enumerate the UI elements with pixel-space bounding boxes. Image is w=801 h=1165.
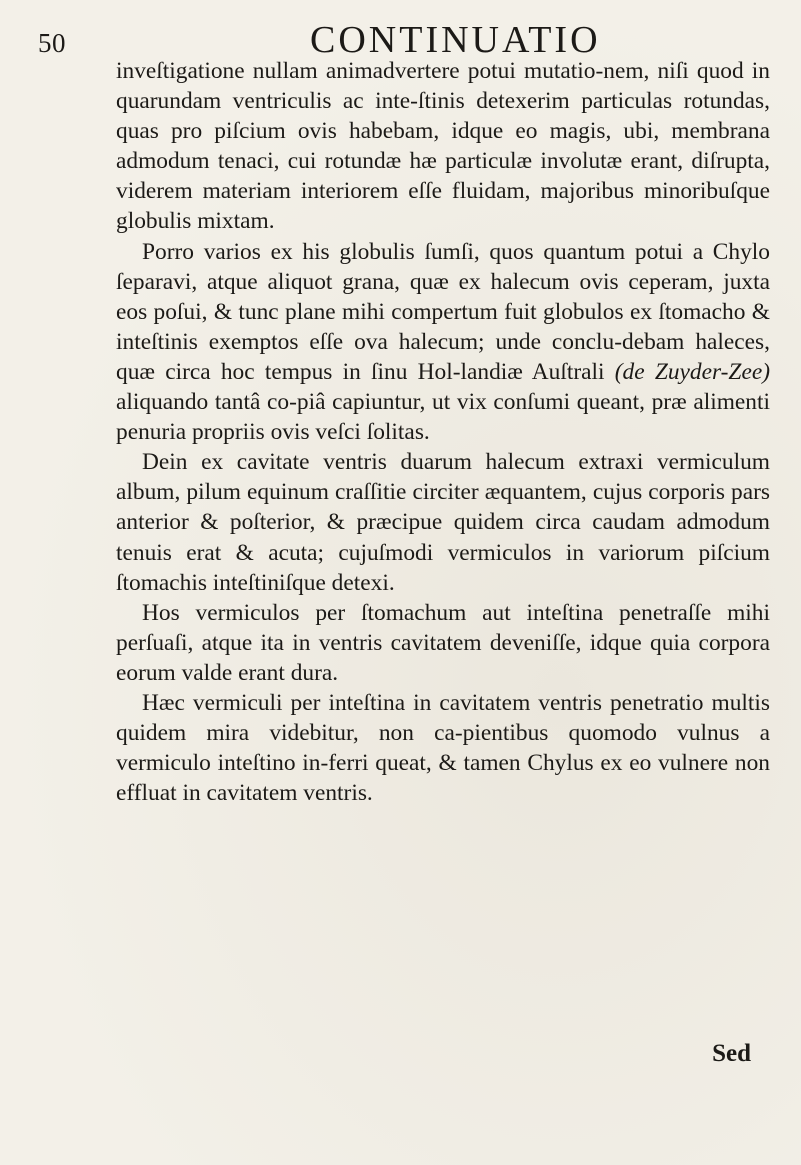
running-title: CONTINUATIO <box>310 19 601 61</box>
paragraph-1-text: inveſtigatione nullam animadvertere potui mutatio-nem, niſi quod in quarundam ventriculis ac inte-ſtinis detexerim particulas rotundas, quas pro piſcium ovis habebam, idque eo magis, ubi, membrana admodum tenaci, cui rotundæ hæ particulæ involutæ erant, diſrupta, viderem materiam interiorem eſſe fluidam, majoribus minoribuſque globulis mixtam. <box>116 58 770 235</box>
paragraph-4-text: Hos vermiculos per ſtomachum aut inteſtina penetraſſe mihi perſuaſi, atque ita in ventris cavitatem deveniſſe, idque quia corpora eorum valde erant dura. <box>116 599 770 686</box>
paragraph-2-text-a: Porro varios ex his globulis ſumſi, quos quantum potui a Chylo ſeparavi, atque aliquot grana, quæ ex halecum ovis ceperam, juxta eos poſui, & tunc plane mihi compertum fuit globulos ex ſtomacho & inteſtinis exemptos eſſe ova halecum; unde conclu-debam haleces, quæ circa hoc tempus in ſinu Hol-landiæ Auſtrali <box>116 238 770 385</box>
paragraph-4 <box>116 598 770 688</box>
paragraph-3-text: Dein ex cavitate ventris duarum halecum extraxi vermiculum album, pilum equinum craſſitie circiter æquantem, cujus corporis pars anterior & poſterior, & præcipue quidem circa caudam admodum tenuis erat & acuta; cujuſmodi vermiculos in variorum piſcium ſtomachis inteſtiniſque detexi. <box>116 449 770 596</box>
page-number: 50 <box>38 28 66 58</box>
paragraph-5 <box>116 688 770 808</box>
paragraph-2-italic-phrase: (de Zuyder-Zee) <box>614 358 770 385</box>
paragraph-5-text: Hæc vermiculi per inteſtina in cavitatem ventris penetratio multis quidem mira videbitur, non ca-pientibus quomodo vulnus a vermiculo inteſtino in-ferri queat, & tamen Chylus ex eo vulnere non effluat in cavitatem ventris. <box>116 689 770 807</box>
paragraph-3 <box>116 447 770 597</box>
body-text <box>116 56 770 808</box>
paragraph-2 <box>116 237 770 448</box>
catchword: Sed <box>712 1040 751 1067</box>
paragraph-2-text-b: aliquando tantâ co-piâ capiuntur, ut vix conſumi queant, præ alimenti penuria propriis ovis veſci ſolitas. <box>116 389 770 446</box>
paragraph-1 <box>116 56 770 237</box>
